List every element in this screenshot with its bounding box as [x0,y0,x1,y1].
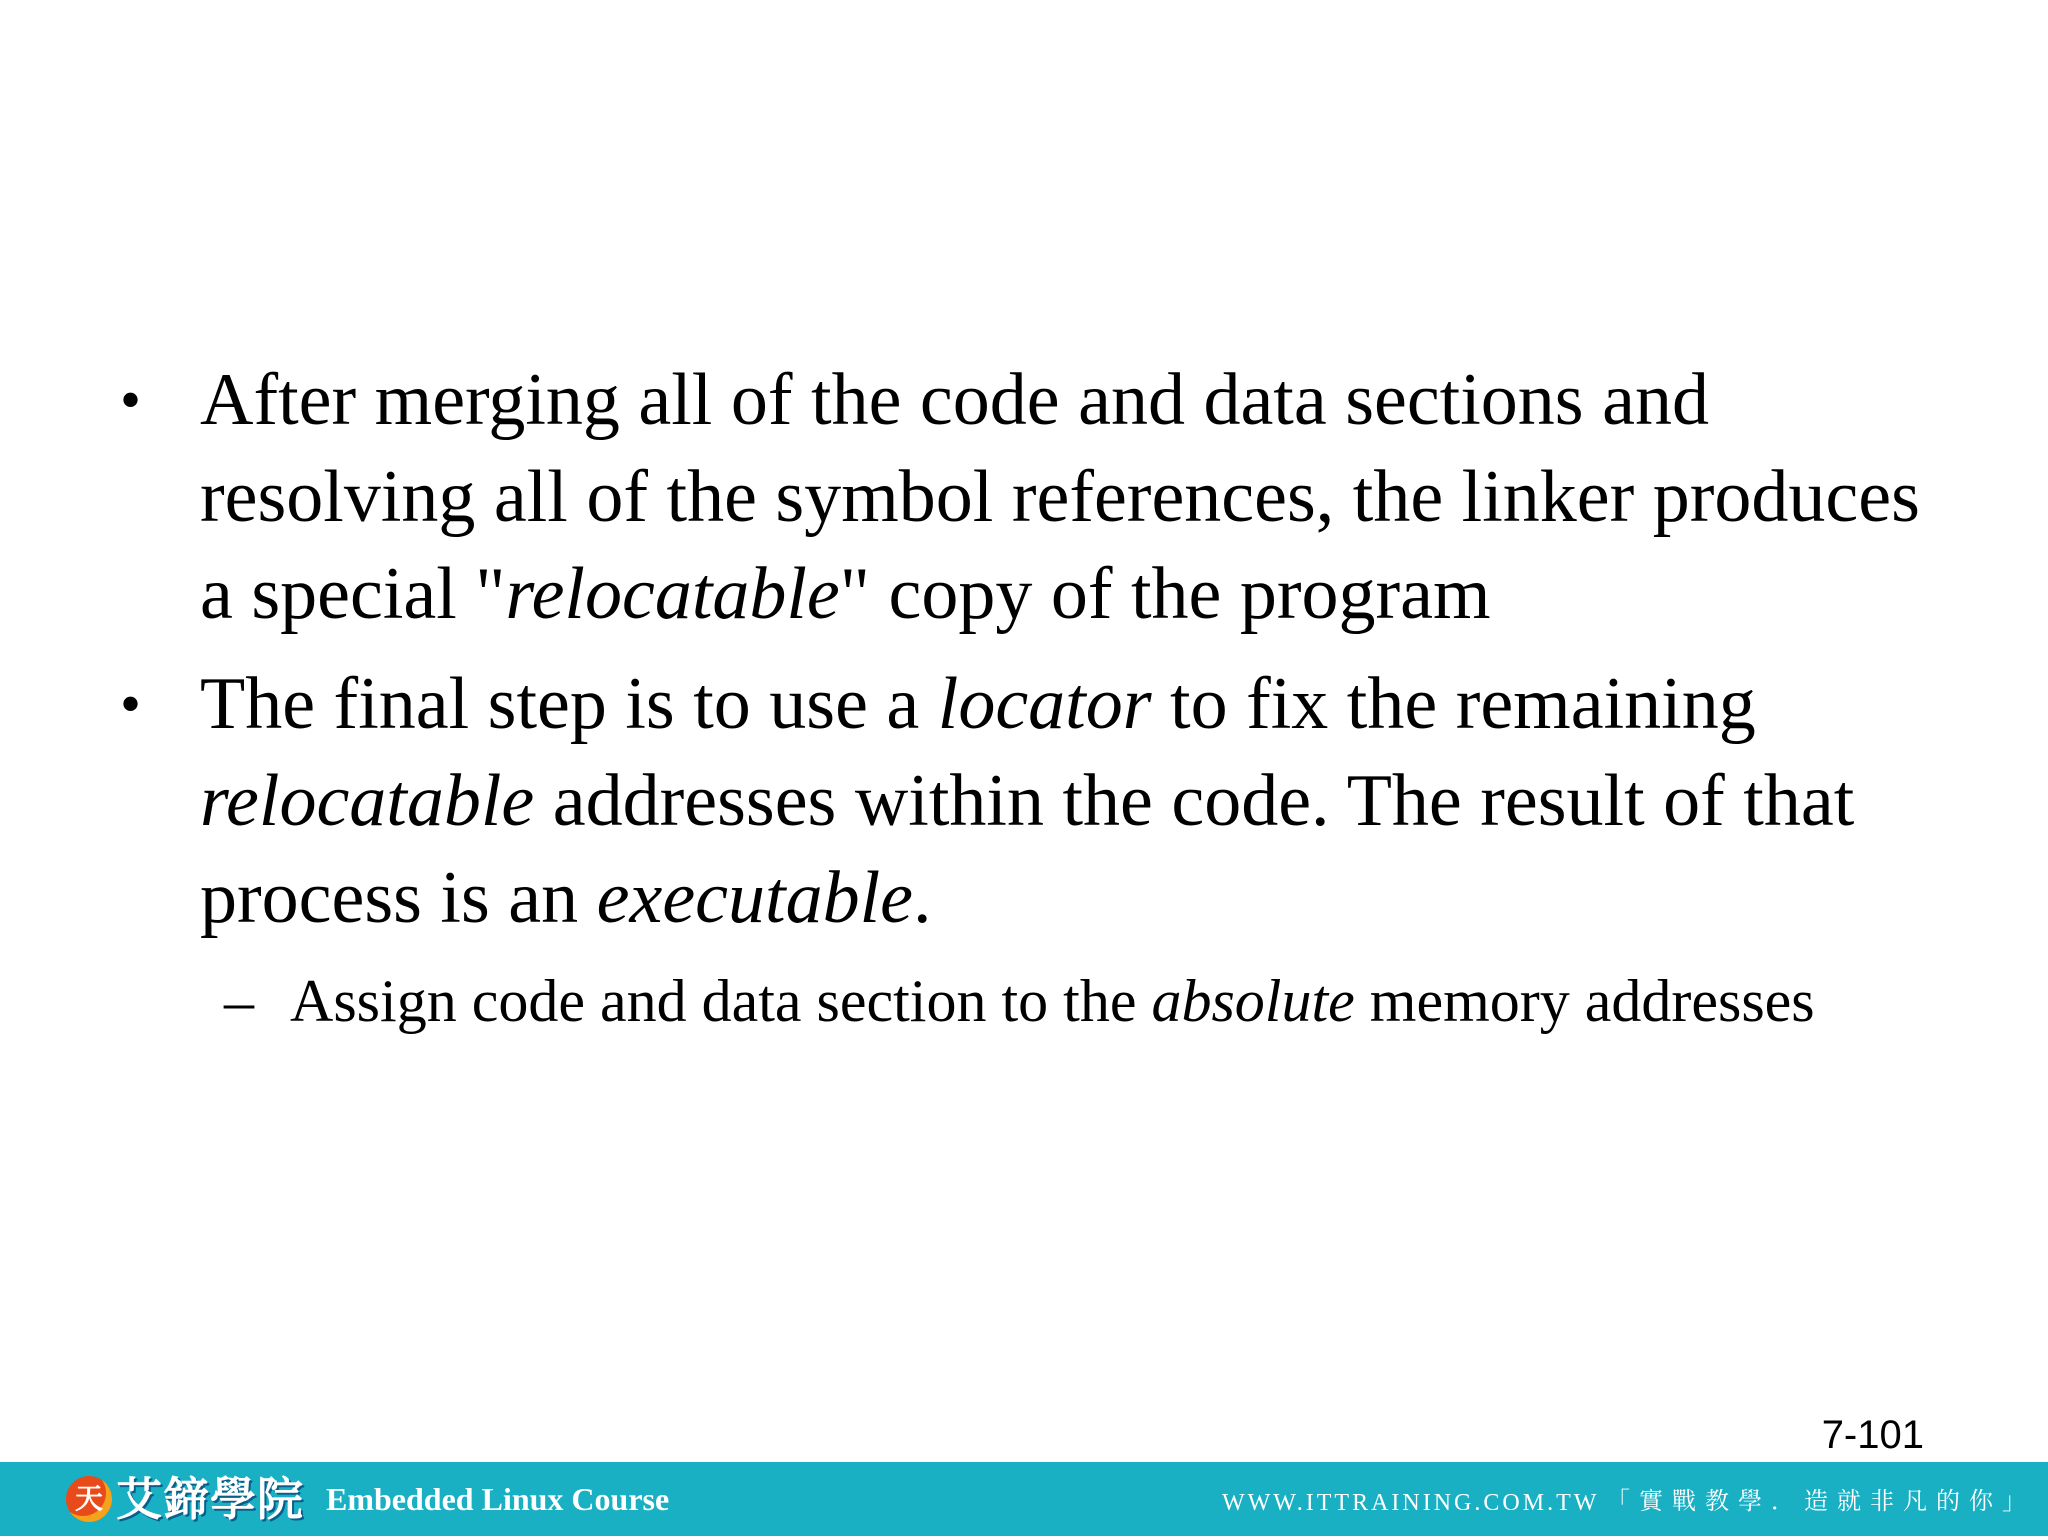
logo-icon [66,1476,112,1522]
bullet-2-text-d: . [912,857,932,939]
sub-bullet-text-a: Assign code and data section to the [290,968,1152,1034]
bullet-1-text-b: " copy of the program [839,553,1491,635]
bullet-item-2 [120,656,1950,947]
sub-bullet-italic-absolute: absolute [1151,968,1355,1034]
bullet-2-text-c: addresses within the code. The result of that process is an [200,760,1855,939]
bullet-1-text-a: After merging all of the code and data sections and resolving all of the symbol references, the linker produces a special " [200,359,1920,635]
bullet-2-italic-executable: executable [596,857,913,939]
sub-bullet-text-b: memory addresses [1354,968,1815,1034]
logo-text: 艾鍗學院 [116,1472,304,1526]
logo [66,1468,304,1530]
bullet-2-italic-relocatable: relocatable [200,760,535,842]
bullet-2-text-a: The final step is to use a [200,663,938,745]
bullet-dot: • [120,367,142,433]
bullet-dot: • [120,671,142,737]
footer-bar [0,1462,2048,1536]
bullet-1-italic-relocatable: relocatable [505,553,840,635]
sub-bullet-item [120,961,1950,1041]
course-name: Embedded Linux Course [326,1481,670,1517]
bullet-2-italic-locator: locator [937,663,1152,745]
logo-mark-glyph: 天 [74,1482,103,1515]
slogan: 「實戰教學．造就非凡的你」 [1606,1487,2035,1515]
bullet-item-1 [120,352,1950,643]
site-url: WWW.ITTRAINING.COM.TW [1222,1490,1600,1516]
bullet-2-text-b: to fix the remaining [1151,663,1756,745]
sub-bullet-dash: – [224,968,254,1034]
slide-number: 7-101 [1821,1413,1924,1457]
slide-body [120,352,1950,1041]
